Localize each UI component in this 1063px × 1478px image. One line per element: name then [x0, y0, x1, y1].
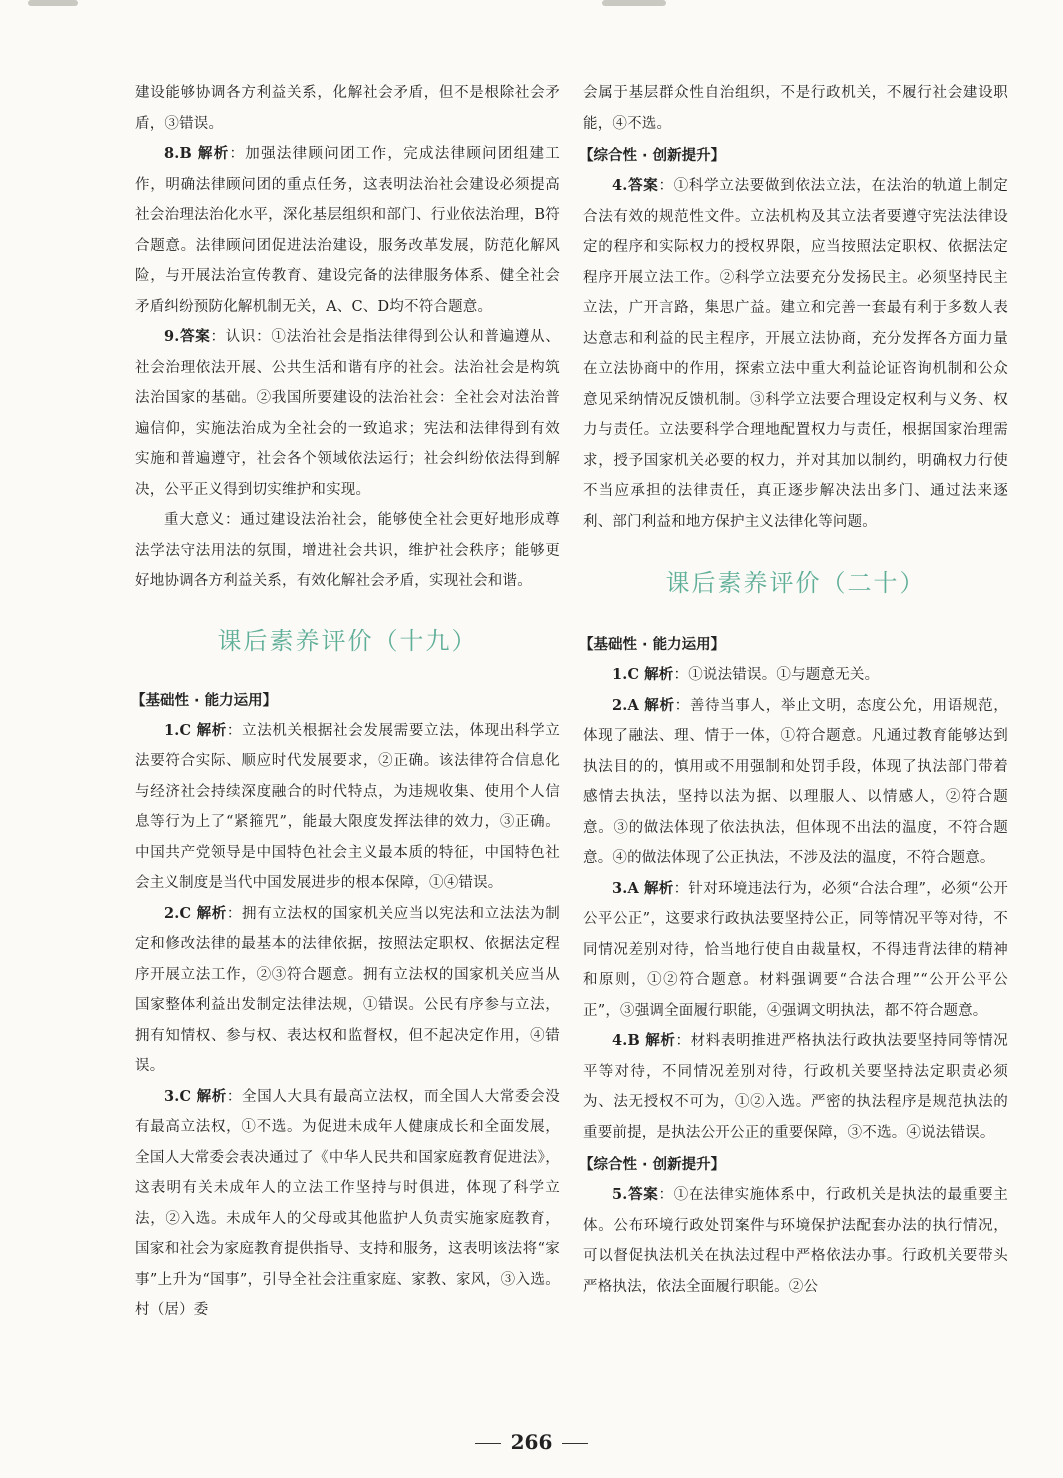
r-answer-1-text: ：①说法错误。①与题意无关。 [673, 667, 880, 683]
r-answer-2 [583, 691, 1008, 874]
right-column [579, 78, 1009, 1302]
top-edge-mark-center [602, 0, 666, 6]
evaluation-19-title: 课后素养评价（十九） [217, 626, 478, 655]
answer-9-text: ：认识：①法治社会是指法律得到公认和普遍遵从、社会治理依法开展、公共生活和谐有序的社会。法治社会是构筑法治国家的基础。②我国所要建设的法治社会：全社会对法治普遍信仰，实施法治成为全社会的一致追求；宪法和法律得到有效实施和普遍遵守，社会各个领域依法运行；社会纠纷依法得到解决，公平正义得到切实维护和实现。 [135, 329, 560, 498]
l-answer-1-text: ：立法机关根据社会发展需要立法，体现出科学立法要符合实际、顺应时代发展要求，②正确。该法律符合信息化与经济社会持续深度融合的时代特点，为违规收集、使用个人信息等行为上了“紧箍咒”，能最大限度发挥法律的效力，③正确。中国共产党领导是中国特色社会主义最本质的特征，中国特色社会主义制度是当代中国发展进步的根本保障，①④错误。 [135, 722, 560, 891]
r-answer-1-number: 1.C [612, 666, 640, 683]
r-answer-4-essay-number: 4. [612, 177, 628, 194]
evaluation-20-title: 课后素养评价（二十） [665, 569, 926, 597]
r-answer-4-number: 4.B [612, 1032, 640, 1049]
section-comprehensive-right-bottom: 【综合性 · 创新提升】 [579, 1157, 726, 1173]
page-number [0, 1430, 1063, 1454]
r-answer-4-text: ：材料表明推进严格执法行政执法要坚持同等情况平等对待，不同情况差别对待，行政机关要坚持法定职责必须为、法无授权不可为，①②入选。严密的执法程序是规范执法的重要前提，是执法公开公正的重要保障，③不选。④说法错误。 [583, 1033, 1008, 1141]
l-answer-2-number: 2.C [164, 904, 192, 922]
left-continued-paragraph: 建设能够协调各方利益关系，化解社会矛盾，但不是根除社会矛盾，③错误。 [135, 85, 560, 132]
right-continued-paragraph: 会属于基层群众性自治组织，不是行政机关，不履行社会建设职能，④不选。 [583, 85, 1008, 132]
r-answer-5 [583, 1180, 1008, 1302]
l-answer-3 [135, 1082, 560, 1326]
answer-9-number: 9. [164, 328, 180, 345]
l-answer-1-label: 解析 [196, 721, 227, 739]
page-number-dash-left [475, 1443, 501, 1444]
r-answer-5-number: 5. [612, 1186, 628, 1203]
r-answer-4 [583, 1026, 1008, 1148]
r-answer-2-text: ：善待当事人，举止文明，态度公允，用语规范，体现了融法、理、情于一体，①符合题意。凡通过教育能够达到执法目的的，慎用或不用强制和处罚手段，体现了执法部门带着感情去执法，坚持以法为据、以理服人、以情感人，②符合题意。③的做法体现了依法执法，但体现不出法的温度，不符合题意。④的做法体现了公正执法，不涉及法的温度，不符合题意。 [583, 697, 1009, 866]
section-basic-right: 【基础性 · 能力运用】 [579, 637, 726, 653]
r-answer-3 [583, 874, 1008, 1027]
r-answer-5-label: 答案 [627, 1186, 659, 1203]
answer-9-label: 答案 [179, 328, 211, 345]
l-answer-2 [135, 899, 560, 1082]
l-answer-2-text: ：拥有立法权的国家机关应当以宪法和立法法为制定和修改法律的最基本的法律依据，按照法定职权、依据法定程序开展立法工作，②③符合题意。拥有立法权的国家机关应当从国家整体利益出发制定法律法规，①错误。公民有序参与立法，拥有知情权、参与权、表达权和监督权，但不起决定作用，④错误。 [135, 905, 560, 1074]
r-answer-4-essay-text: ：①科学立法要做到依法立法，在法治的轨道上制定合法有效的规范性文件。立法机构及其立法者要遵守宪法法律设定的程序和实际权力的授权界限，应当按照法定职权、依据法定程序开展立法工作。②科学立法要充分发扬民主。必须坚持民主立法，广开言路，集思广益。建立和完善一套最有利于多数人表达意志和利益的民主程序，开展立法协商，充分发挥各方面力量在立法协商中的作用，探索立法中重大利益论证咨询机制和公众意见采纳情况反馈机制。③科学立法要合理设定权利与义务、权力与责任。立法要科学合理地配置权力与责任，根据国家治理需求，授予国家机关必要的权力，并对其加以制约，明确权力行使不当应承担的法律责任，真正逐步解决法出多门、通过法来逐利、部门利益和地方保护主义法律化等问题。 [583, 178, 1008, 530]
l-answer-1-number: 1.C [164, 721, 192, 739]
l-answer-3-label: 解析 [196, 1087, 227, 1105]
r-answer-2-label: 解析 [644, 696, 675, 714]
r-answer-1 [583, 660, 1008, 691]
answer-9 [135, 322, 560, 505]
top-edge-mark-left [28, 0, 78, 6]
r-answer-3-label: 解析 [643, 879, 674, 897]
r-answer-4-label: 解析 [645, 1032, 676, 1049]
answer-8-number: 8.B [164, 145, 192, 162]
answer-9-significance: 重大意义：通过建设法治社会，能够使全社会更好地形成尊法学法守法用法的氛围，增进社会共识，维护社会秩序；能够更好地协调各方利益关系，有效化解社会矛盾，实现社会和谐。 [135, 512, 560, 589]
section-basic-left: 【基础性 · 能力运用】 [131, 692, 278, 709]
answer-8-label: 解析 [197, 145, 230, 162]
section-comprehensive-right-top: 【综合性 · 创新提升】 [579, 148, 726, 164]
r-answer-1-label: 解析 [644, 666, 674, 683]
answer-8-text: ：加强法律顾问团工作，完成法律顾问团组建工作，明确法律顾问团的重点任务，这表明法治社会建设必须提高社会治理法治化水平，深化基层组织和部门、行业依法治理，B符合题意。法律顾问团促进法治建设，服务改革发展，防范化解风险，与开展法治宣传教育、建设完备的法律服务体系、健全社会矛盾纠纷预防化解机制无关，A、C、D均不符合题意。 [135, 146, 561, 315]
l-answer-1 [135, 716, 560, 899]
left-column [131, 78, 561, 1326]
r-answer-3-text: ：针对环境违法行为，必须“合法合理”，必须“公开公平公正”，这要求行政执法要坚持公正，同等情况平等对待，不同情况差别对待，恰当地行使自由裁量权，不得违背法律的精神和原则，①②符合题意。材料强调要“合法合理”“公开公平公正”，③强调全面履行职能，④强调文明执法，都不符合题意。 [583, 880, 1008, 1019]
answer-8 [135, 139, 560, 322]
l-answer-3-text: ：全国人大具有最高立法权，而全国人大常委会没有最高立法权，①不选。为促进未成年人健康成长和全面发展，全国人大常委会表决通过了《中华人民共和国家庭教育促进法》，这表明有关未成年人的立法工作坚持与时俱进，体现了科学立法，②入选。未成年人的父母或其他监护人负责实施家庭教育，国家和社会为家庭教育提供指导、支持和服务，这表明该法将“家事”上升为“国事”，引导全社会注重家庭、家教、家风，③入选。村（居）委 [135, 1088, 560, 1318]
r-answer-2-number: 2.A [612, 696, 639, 714]
l-answer-2-label: 解析 [196, 904, 227, 922]
r-answer-4-essay [583, 171, 1008, 537]
page-number-value: 266 [510, 1430, 553, 1454]
r-answer-5-text: ：①在法律实施体系中，行政机关是执法的最重要主体。公布环境行政处罚案件与环境保护法配套办法的执行情况，可以督促执法机关在执法过程中严格依法办事。行政机关要带头严格执法，依法全面履行职能。②公 [583, 1187, 1008, 1295]
r-answer-4-essay-label: 答案 [627, 177, 659, 194]
r-answer-3-number: 3.A [612, 879, 639, 897]
page-number-dash-right [562, 1443, 588, 1444]
l-answer-3-number: 3.C [164, 1087, 192, 1105]
